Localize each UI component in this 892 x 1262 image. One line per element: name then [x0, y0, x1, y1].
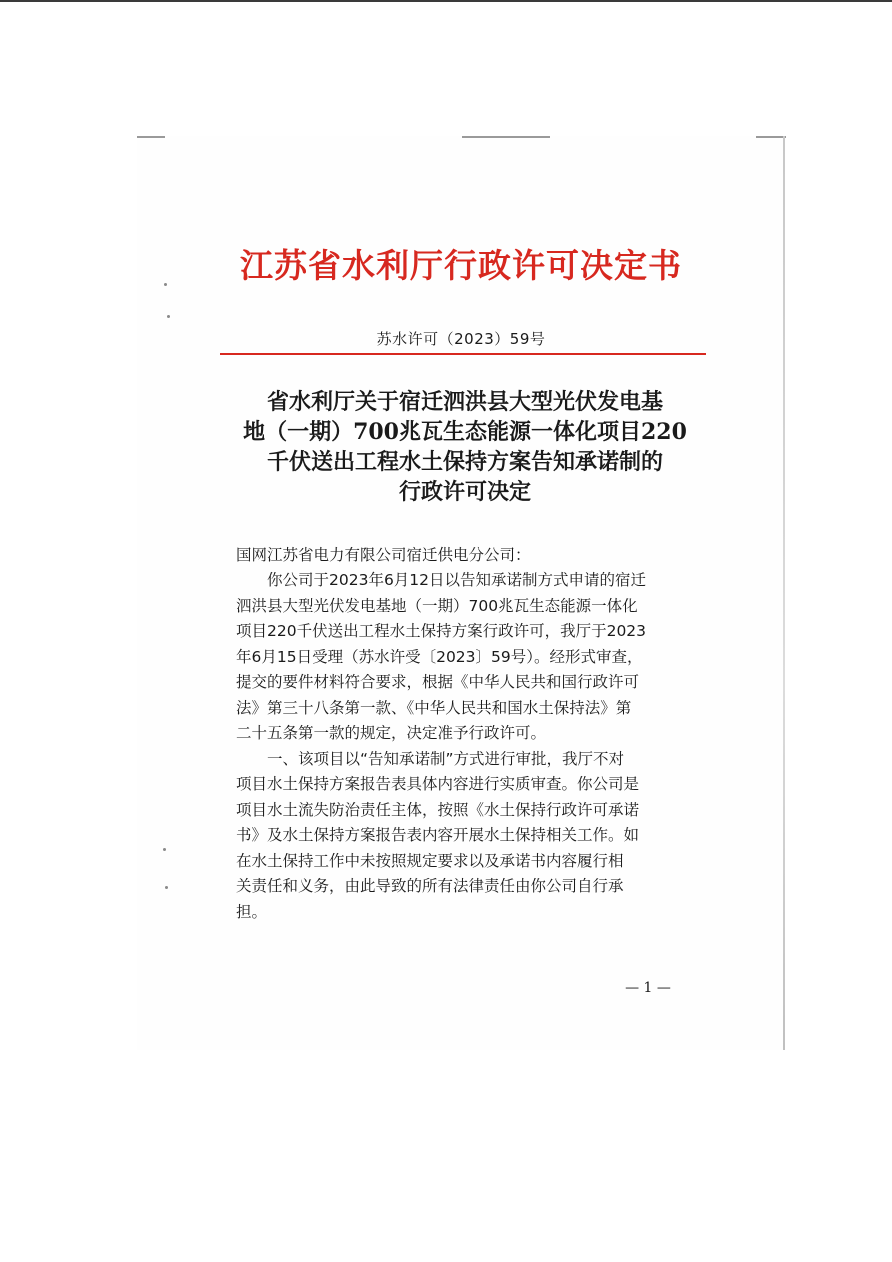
red-divider-line: [220, 353, 706, 355]
body-line: 你公司于2023年6月12日以告知承诺制方式申请的宿迁: [267, 571, 647, 589]
body-line: 在水土保持工作中未按照规定要求以及承诺书内容履行相: [236, 851, 624, 870]
body-line: 一、该项目以“告知承诺制”方式进行审批，我厅不对: [267, 749, 625, 768]
body-line: 关责任和义务，由此导致的所有法律责任由你公司自行承: [236, 877, 624, 895]
body-line: 泗洪县大型光伏发电基地（一期）700兆瓦生态能源一体化: [236, 596, 638, 615]
body-line: 提交的要件材料符合要求，根据《中华人民共和国行政许可: [236, 673, 640, 691]
decision-title: [215, 387, 715, 507]
body-line: 年6月15日受理（苏水许受〔2023〕59号）。经形式审查，: [236, 647, 643, 666]
decision-title-line: 地（一期）700兆瓦生态能源一体化项目220: [243, 419, 687, 445]
body-line: 项目220千伏送出工程水土保持方案行政许可，我厅于2023: [236, 622, 647, 640]
scan-edge: [137, 136, 165, 138]
decision-title-line: 省水利厅关于宿迁泗洪县大型光伏发电基: [266, 389, 663, 415]
body-line: 二十五条第一款的规定，决定准予行政许可。: [236, 724, 547, 742]
document-number: 苏水许可（2023）59号: [376, 330, 546, 348]
scan-speck: [167, 315, 170, 318]
document-header-title: 江苏省水利厅行政许可决定书: [240, 246, 682, 285]
scan-speck: [165, 886, 168, 889]
body-line: 担。: [236, 902, 268, 921]
page-number: — 1 —: [625, 980, 671, 996]
scan-top-border: [0, 0, 892, 2]
scan-edge: [756, 136, 786, 138]
document-body: [236, 568, 686, 925]
scan-speck: [163, 848, 166, 851]
body-line: 项目水土保持方案报告表具体内容进行实质审查。你公司是: [236, 775, 640, 793]
addressee: 国网江苏省电力有限公司宿迁供电分公司：: [236, 546, 531, 564]
decision-title-line: 行政许可决定: [398, 479, 531, 505]
scan-edge: [462, 136, 550, 138]
decision-title-line: 千伏送出工程水土保持方案告知承诺制的: [266, 449, 663, 475]
body-line: 项目水土流失防治责任主体，按照《水土保持行政许可承诺: [236, 800, 640, 819]
body-line: 法》第三十八条第一款、《中华人民共和国水土保持法》第: [236, 698, 632, 717]
body-line: 书》及水土保持方案报告表内容开展水土保持相关工作。如: [236, 826, 640, 844]
